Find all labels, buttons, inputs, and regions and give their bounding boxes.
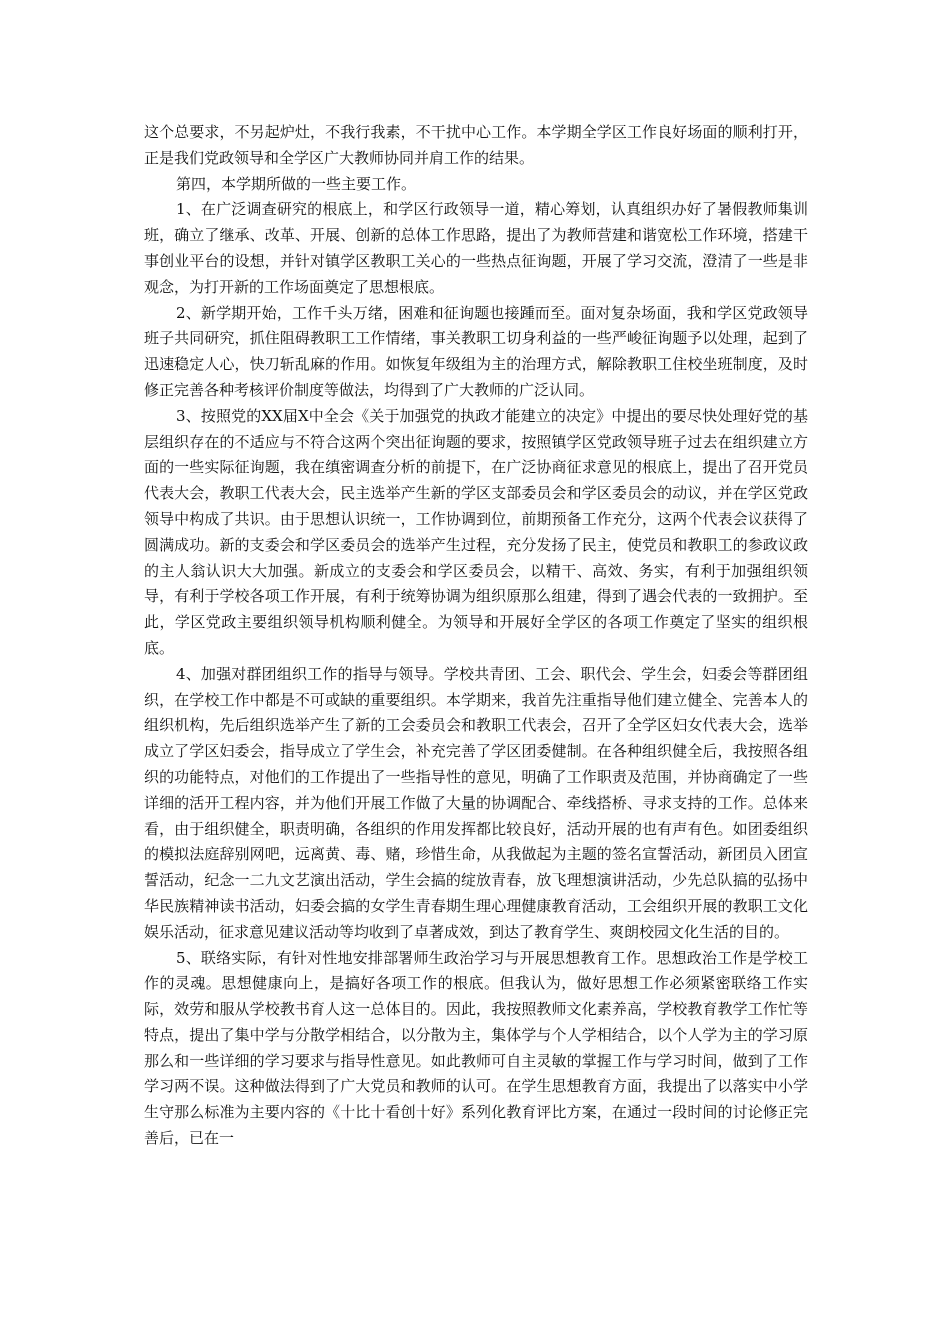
document-page [144,120,808,1152]
paragraph-item-5: 5、联络实际，有针对性地安排部署师生政治学习与开展思想教育工作。思想政治工作是学校工作的灵魂。思想健康向上，是搞好各项工作的根底。但我认为，做好思想工作必须紧密联络工作实际，效劳和服从学校教书育人这一总体目的。因此，我按照教师文化素养高，学校教育教学工作忙等特点，提出了集中学与分散学相结合，以分散为主，集体学与个人学相结合，以个人学为主的学习原那么和一些详细的学习要求与指导性意见。如此教师可自主灵敏的掌握工作与学习时间，做到了工作学习两不误。这种做法得到了广大党员和教师的认可。在学生思想教育方面，我提出了以落实中小学生守那么标准为主要内容的《十比十看创十好》系列化教育评比方案，在通过一段时间的讨论修正完善后，已在一 [144,948,808,1148]
paragraph-item-1: 1、在广泛调查研究的根底上，和学区行政领导一道，精心筹划，认真组织办好了暑假教师集训班，确立了继承、改革、开展、创新的总体工作思路，提出了为教师营建和谐宽松工作环境，搭建干事创业平台的设想，并针对镇学区教职工关心的一些热点征询题，开展了学习交流，澄清了一些是非观念，为打开新的工作场面奠定了思想根底。 [144,200,808,296]
paragraph-continuation: 这个总要求，不另起炉灶，不我行我素，不干扰中心工作。本学期全学区工作良好场面的顺利打开，正是我们党政领导和全学区广大教师协同并肩工作的结果。 [144,123,808,167]
paragraph-item-3: 3、按照党的XX届X中全会《关于加强党的执政才能建立的决定》中提出的要尽快处理好党的基层组织存在的不适应与不符合这两个突出征询题的要求，按照镇学区党政领导班子过去在组织建立方面的一些实际征询题，我在缜密调查分析的前提下，在广泛协商征求意见的根底上，提出了召开党员代表大会，教职工代表大会，民主选举产生新的学区支部委员会和学区委员会的动议，并在学区党政领导中构成了共识。由于思想认识统一，工作协调到位，前期预备工作充分，这两个代表会议获得了圆满成功。新的支委会和学区委员会的选举产生过程，充分发扬了民主，使党员和教职工的参政议政的主人翁认识大大加强。新成立的支委会和学区委员会，以精干、高效、务实，有利于加强组织领导，有利于学校各项工作开展，有利于统筹协调为组织原那么组建，得到了遇会代表的一致拥护。至此，学区党政主要组织领导机构顺利健全。为领导和开展好全学区的各项工作奠定了坚实的组织根底。 [144,406,808,657]
paragraph-item-4: 4、加强对群团组织工作的指导与领导。学校共青团、工会、职代会、学生会，妇委会等群团组织，在学校工作中都是不可或缺的重要组织。本学期来，我首先注重指导他们建立健全、完善本人的组织机构，先后组织选举产生了新的工会委员会和教职工代表会，召开了全学区妇女代表大会，选举成立了学区妇委会，指导成立了学生会，补充完善了学区团委健制。在各种组织健全后，我按照各组织的功能特点，对他们的工作提出了一些指导性的意见，明确了工作职责及范围，并协商确定了一些详细的活开工程内容，并为他们开展工作做了大量的协调配合、牵线搭桥、寻求支持的工作。总体来看，由于组织健全，职责明确，各组织的作用发挥都比较良好，活动开展的也有声有色。如团委组织的模拟法庭辞别网吧，远离黄、毒、赌，珍惜生命，从我做起为主题的签名宣誓活动，新团员入团宣誓活动，纪念一二九文艺演出活动，学生会搞的绽放青春，放飞理想演讲活动，少先总队搞的弘扬中华民族精神读书活动，妇委会搞的女学生青春期生理心理健康教育活动，工会组织开展的教职工文化娱乐活动，征求意见建议活动等均收到了卓著成效，到达了教育学生、爽朗校园文化生活的目的。 [144,664,808,941]
paragraph-section-four-heading: 第四，本学期所做的一些主要工作。 [176,174,417,193]
paragraph-item-2: 2、新学期开始，工作千头万绪，困难和征询题也接踵而至。面对复杂场面，我和学区党政领导班子共同研究，抓住阻碍教职工工作情绪，事关教职工切身利益的一些严峻征询题予以处理，起到了迅速稳定人心，快刀斩乱麻的作用。如恢复年级组为主的治理方式，解除教职工住校坐班制度，及时修正完善各种考核评价制度等做法，均得到了广大教师的广泛认同。 [144,303,808,399]
